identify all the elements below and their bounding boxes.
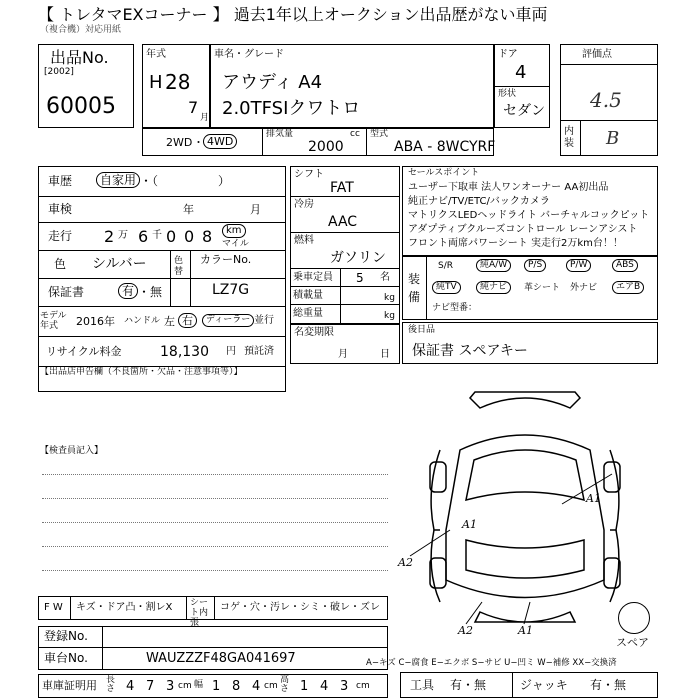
recycle-unit: 円: [226, 346, 236, 357]
model-year-number: 28: [165, 70, 191, 94]
aircon-label: 冷房: [294, 199, 314, 210]
parallel-label: 並行: [254, 315, 274, 326]
mileage-man-unit: 万: [118, 230, 128, 241]
weight-unit: kg: [384, 311, 395, 321]
equipment-item: 純ナビ: [476, 281, 511, 294]
inspection-year-unit: 年: [183, 203, 194, 216]
seats-value: 5: [356, 271, 364, 285]
seat-text: コゲ・穴・汚レ・シミ・破レ・ズレ: [220, 602, 380, 613]
doors-label: ドア: [498, 49, 518, 60]
navi-model-label: ナビ型番：: [432, 303, 478, 313]
name-label: 車名・グレード: [214, 49, 284, 60]
history-rest: ・（ ）: [140, 174, 231, 188]
equipment-item: ABS: [612, 259, 638, 272]
height-digit: 3: [340, 679, 349, 694]
jack-value: 有・無: [590, 678, 627, 692]
extras-label: 後日品: [408, 325, 436, 335]
load-label: 積載量: [293, 290, 323, 301]
mileage-digit: 8: [202, 227, 213, 246]
model-code-value: ABA - 8WCYRF: [394, 139, 496, 155]
doors-value: 4: [515, 62, 527, 83]
color-value: シルバー: [92, 256, 147, 272]
length-digit: 3: [166, 679, 175, 694]
equipment-label: 装備: [408, 272, 421, 304]
equipment-item: P/S: [524, 259, 546, 272]
aircon-value: AAC: [328, 214, 358, 230]
length-digit: 7: [146, 679, 155, 694]
length-digit: 4: [126, 679, 135, 694]
left-rear-door: [431, 530, 440, 602]
header-note: （複合機）対応用紙: [40, 25, 122, 35]
sales-points-label: セールスポイント: [408, 168, 480, 178]
fuel-value: ガソリン: [330, 250, 386, 266]
shape-value: セダン: [503, 103, 546, 119]
mileage-sen-unit: 千: [152, 230, 162, 241]
lot-number: 60005: [46, 94, 116, 119]
drive-2wd: 2WD: [166, 136, 193, 149]
tools-value: 有・無: [450, 678, 487, 692]
reg-no-label: 登録No.: [44, 629, 88, 643]
month-value: 7: [188, 98, 199, 117]
month-unit: 月: [200, 113, 210, 123]
equipment-item: P/W: [566, 259, 591, 272]
height-digit: 1: [300, 679, 309, 694]
fuel-label: 燃料: [294, 235, 314, 246]
recycle-label: リサイクル料金: [46, 345, 122, 358]
equipment-item: 革シート: [524, 283, 561, 293]
mileage-man: 2: [104, 227, 115, 246]
score-label: 評価点: [582, 49, 612, 60]
front-bumper: [470, 392, 580, 408]
lot-label: 出品No.: [50, 48, 109, 67]
inspection-month-unit: 月: [250, 203, 261, 216]
chassis-number: WAUZZZF48GA041697: [146, 651, 296, 666]
shape-label: 形状: [498, 89, 517, 99]
era: H: [149, 72, 163, 93]
windshield: [466, 450, 584, 500]
extras-value: 保証書 スペアキー: [412, 343, 528, 359]
mileage-mile-unit: マイル: [222, 239, 249, 249]
width-unit: cm: [264, 681, 278, 691]
color-label: 色: [54, 257, 67, 271]
recycle-note: 預託済: [244, 346, 274, 357]
dealer-label: ディーラー: [202, 314, 254, 327]
color-no-label: カラーNo.: [200, 253, 252, 266]
drive-sep: ・: [193, 136, 204, 149]
interior-label: 内装: [564, 126, 574, 149]
damage-mark: A1: [586, 492, 601, 505]
jack-label: ジャッキ: [520, 678, 568, 692]
tools-label: 工具: [410, 678, 435, 692]
name-change-day-unit: 日: [380, 349, 390, 360]
warranty-yes: 有: [118, 283, 138, 299]
score-value: 4.5: [590, 88, 622, 112]
fw-text: キズ・ドア凸・割レX: [76, 602, 173, 613]
history-value: 自家用: [96, 172, 140, 188]
garage-cert-label: 車庫証明用: [42, 679, 97, 692]
equipment-item: エアB: [612, 281, 644, 294]
drive-4wd: 4WD: [203, 134, 237, 149]
handle-label: ハンドル: [124, 316, 161, 326]
displacement-value: 2000: [308, 139, 344, 155]
sales-point-line: フロント両席パワーシート 実走行2万km台！！: [408, 238, 623, 249]
damage-legend: A−キズ C−腐食 E−エクボ S−サビ U−凹ミ W−補修 XX−交換済: [366, 658, 617, 668]
width-digit: 4: [252, 679, 261, 694]
height-unit: cm: [356, 681, 370, 691]
mileage-digit: 6: [138, 227, 149, 246]
inspection-label: 車検: [48, 202, 73, 216]
chassis-label: 車台No.: [44, 651, 88, 665]
equipment-item: S/R: [438, 261, 453, 271]
mileage-digit: 0: [184, 227, 195, 246]
banner-title: 【 トレタマEXコーナー 】 過去1年以上オークション出品歴がない車両: [38, 5, 548, 24]
model-code-label: 型式: [370, 129, 389, 139]
rear-window: [466, 540, 584, 578]
width-digit: 1: [212, 679, 221, 694]
recycle-value: 18,130: [160, 344, 209, 360]
weight-label: 総重量: [293, 308, 323, 319]
equipment-item: 外ナビ: [570, 283, 598, 293]
damage-mark: A1: [518, 624, 533, 637]
damage-mark: A1: [462, 518, 477, 531]
name-change-label: 名変期限: [294, 327, 334, 338]
inspector-notes-label: 【検査員記入】: [40, 446, 104, 456]
displacement-label: 排気量: [266, 129, 294, 139]
right-rear-door: [610, 530, 619, 602]
length-unit: cm: [178, 681, 192, 691]
sales-point-line: 純正ナビ/TV/ETC/バックカメラ: [408, 196, 550, 207]
shift-label: シフト: [294, 169, 324, 180]
name-change-month-unit: 月: [338, 349, 348, 360]
warranty-label: 保証書: [48, 285, 85, 299]
color-no-value: LZ7G: [212, 282, 250, 298]
color-change-label: 色替: [174, 256, 184, 277]
car-name: アウディ A4: [222, 72, 323, 93]
seats-unit: 名: [380, 272, 390, 283]
equipment-item: 純A/W: [476, 259, 511, 272]
fw-label: F W: [44, 602, 63, 613]
annotation-line: [410, 530, 450, 556]
displacement-unit: cc: [350, 129, 360, 139]
sales-point-line: アダプティブクルーズコントロール レーンアシスト: [408, 224, 638, 235]
width-label: 幅: [194, 680, 204, 690]
spare-tire-icon: [618, 602, 650, 634]
annotation-line: [524, 602, 530, 624]
lot-year-tag: [2002]: [44, 67, 74, 77]
year-label: 年式: [146, 49, 166, 60]
shift-value: FAT: [330, 180, 354, 196]
mileage-digit: 0: [166, 227, 177, 246]
history-label: 車歴: [48, 174, 73, 188]
car-body-outline: [446, 435, 604, 598]
interior-value: B: [606, 128, 620, 149]
sales-point-line: マトリクスLEDヘッドライト バーチャルコックピット: [408, 210, 650, 221]
model-year-value: 2016年: [76, 315, 115, 328]
seat-label: シート内張: [190, 598, 209, 628]
seller-notes-label: 【出品店申告欄（不良箇所・欠品・注意事項等）】: [40, 367, 243, 377]
handle-left: 左: [164, 315, 175, 328]
damage-mark: A2: [398, 556, 413, 569]
spare-label: スペア: [616, 636, 649, 649]
car-grade: 2.0TFSIクワトロ: [222, 98, 361, 119]
sales-point-line: ユーザー下取車 法人ワンオーナー AA初出品: [408, 182, 609, 193]
handle-right: 右: [178, 313, 197, 328]
length-label: 長さ: [106, 675, 116, 694]
equipment-item: 純TV: [432, 281, 461, 294]
mileage-label: 走行: [48, 229, 73, 243]
warranty-no: ・無: [138, 285, 163, 299]
height-label: 高さ: [280, 675, 290, 694]
seats-label: 乗車定員: [293, 272, 333, 283]
damage-mark: A2: [458, 624, 473, 637]
load-unit: kg: [384, 293, 395, 303]
width-digit: 8: [232, 679, 241, 694]
model-year-label: モデル年式: [40, 311, 67, 331]
height-digit: 4: [320, 679, 329, 694]
mileage-km-unit: km: [222, 224, 246, 238]
